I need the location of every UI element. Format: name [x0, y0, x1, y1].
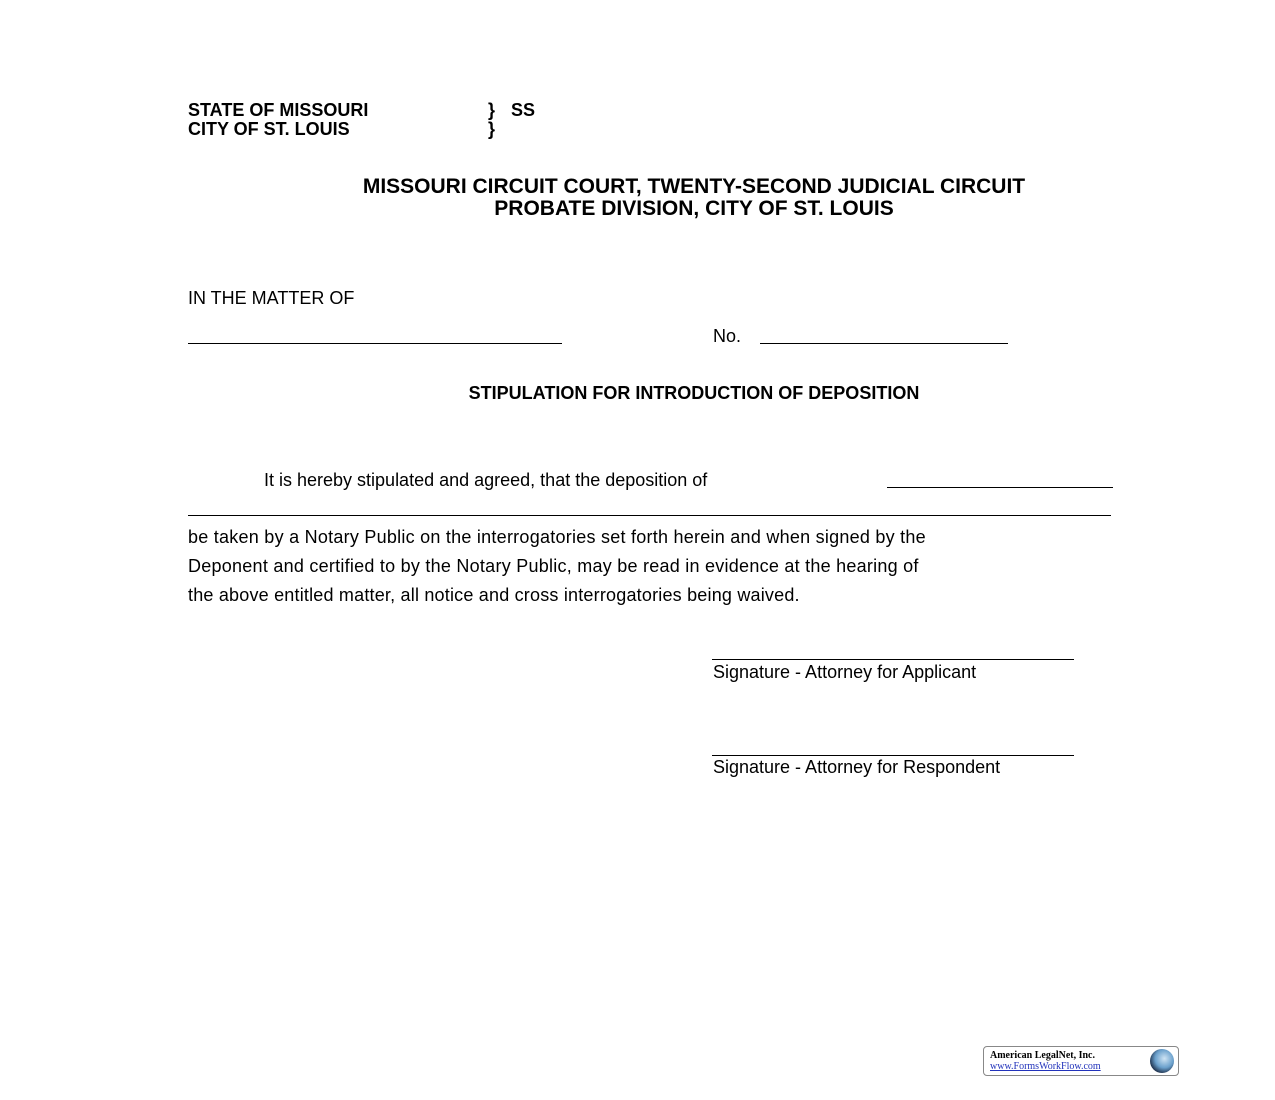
logo-company-name: American LegalNet, Inc.	[990, 1050, 1095, 1061]
globe-icon	[1150, 1049, 1174, 1073]
respondent-signature-label: Signature - Attorney for Respondent	[713, 757, 1001, 777]
matter-label: IN THE MATTER OF	[188, 288, 355, 308]
court-name-line2: PROBATE DIVISION, CITY OF ST. LOUIS	[494, 197, 894, 220]
court-name-line1: MISSOURI CIRCUIT COURT, TWENTY-SECOND JUDICIAL CIRCUIT	[362, 175, 1026, 198]
venue-brace: }	[488, 119, 496, 139]
venue-brace: }	[488, 100, 496, 120]
deponent-name-blank-continued[interactable]	[188, 515, 1111, 516]
applicant-signature-line[interactable]	[712, 659, 1074, 660]
respondent-signature-line[interactable]	[712, 755, 1074, 756]
american-legalnet-logo[interactable]	[983, 1046, 1179, 1076]
case-number-label: No.	[713, 326, 742, 346]
case-number-blank[interactable]	[760, 343, 1008, 344]
body-line-3: Deponent and certified to by the Notary Public, may be read in evidence at the hearing of	[188, 556, 919, 576]
body-line-1: It is hereby stipulated and agreed, that the deposition of	[264, 470, 708, 490]
logo-url-link[interactable]: www.FormsWorkFlow.com	[990, 1061, 1101, 1072]
venue-city: CITY OF ST. LOUIS	[188, 119, 350, 139]
document-title: STIPULATION FOR INTRODUCTION OF DEPOSITION	[468, 383, 920, 403]
matter-name-blank[interactable]	[188, 343, 562, 344]
body-line-4: the above entitled matter, all notice and cross interrogatories being waived.	[188, 585, 800, 605]
applicant-signature-label: Signature - Attorney for Applicant	[713, 662, 977, 682]
venue-state: STATE OF MISSOURI	[188, 100, 369, 120]
deponent-name-blank[interactable]	[887, 487, 1113, 488]
venue-ss: SS	[511, 100, 536, 120]
body-line-2: be taken by a Notary Public on the interrogatories set forth herein and when signed by the	[188, 527, 926, 547]
